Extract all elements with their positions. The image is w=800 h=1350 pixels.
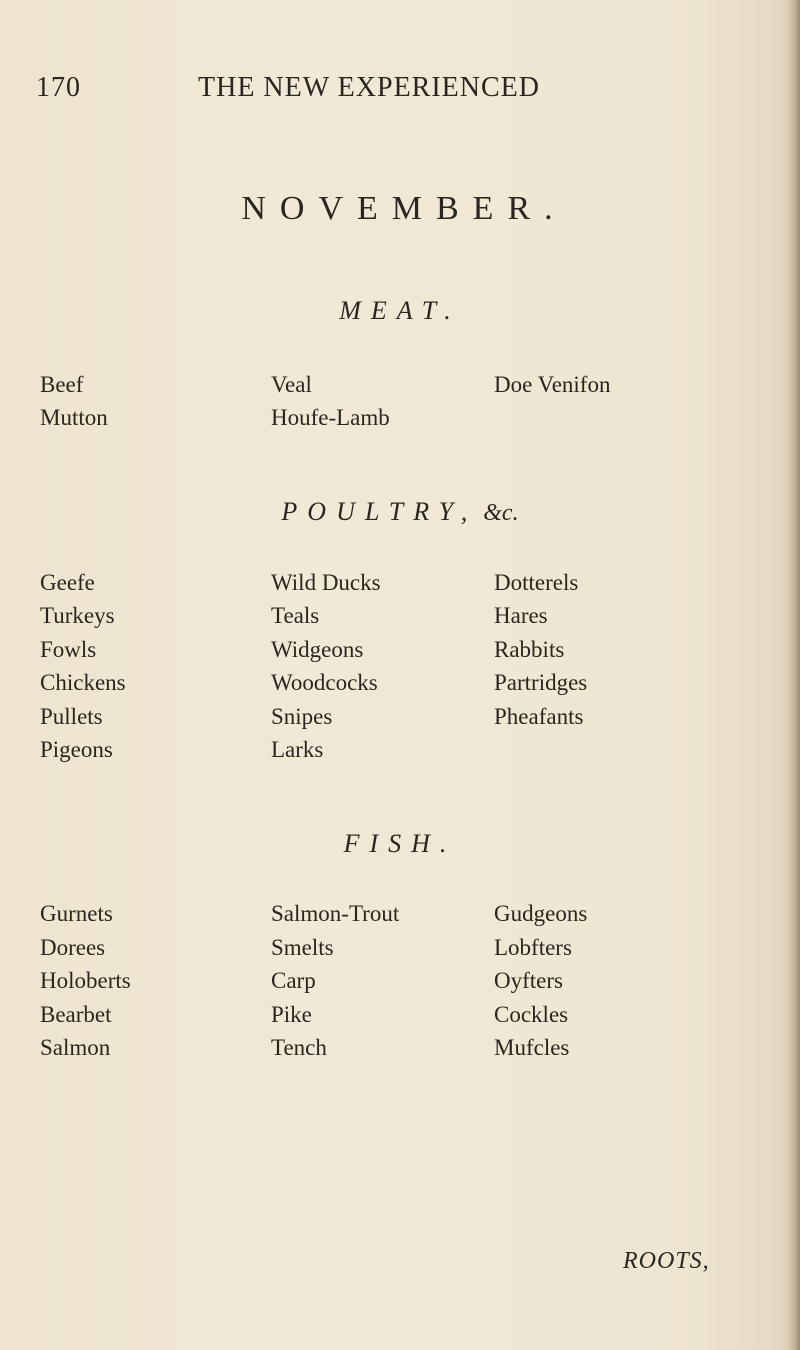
poultry-item: Pullets [40, 704, 103, 729]
fish-item: Salmon [40, 1035, 111, 1060]
section-title-poultry-suffix: &c. [483, 500, 519, 526]
fish-item: Dorees [40, 935, 106, 960]
fish-item: Lobfters [494, 935, 572, 960]
poultry-item: Hares [494, 603, 548, 628]
fish-item: Pike [271, 1002, 312, 1027]
fish-item: Bearbet [40, 1002, 112, 1027]
table-row [0, 737, 800, 767]
section-title-poultry-label: POULTRY, [281, 497, 478, 526]
table-row [0, 901, 800, 931]
table-row [0, 935, 800, 965]
meat-item: Veal [271, 372, 312, 397]
fish-item: Holoberts [40, 968, 131, 993]
poultry-item: Widgeons [271, 637, 364, 662]
poultry-item: Turkeys [40, 603, 115, 628]
fish-item: Gurnets [40, 901, 113, 926]
fish-item: Salmon-Trout [271, 901, 400, 926]
meat-item: Beef [40, 372, 84, 397]
page-number: 170 [36, 72, 81, 103]
poultry-item: Woodcocks [271, 670, 378, 695]
poultry-item: Pheafants [494, 704, 584, 729]
table-row [0, 603, 800, 633]
table-row [0, 1002, 800, 1032]
fish-item: Carp [271, 968, 316, 993]
fish-item: Mufcles [494, 1035, 570, 1060]
meat-item: Houfe-Lamb [271, 405, 390, 430]
fish-item: Tench [271, 1035, 327, 1060]
poultry-item: Dotterels [494, 570, 579, 595]
catchword: ROOTS, [623, 1248, 710, 1274]
month-title: NOVEMBER. [241, 190, 567, 227]
poultry-item: Wild Ducks [271, 570, 381, 595]
poultry-item: Pigeons [40, 737, 113, 762]
poultry-item: Chickens [40, 670, 126, 695]
poultry-item: Fowls [40, 637, 97, 662]
table-row [0, 704, 800, 734]
meat-item: Mutton [40, 405, 108, 430]
table-row [0, 670, 800, 700]
fish-item: Oyfters [494, 968, 563, 993]
fish-item: Gudgeons [494, 901, 588, 926]
table-row [0, 570, 800, 600]
poultry-item: Partridges [494, 670, 588, 695]
table-row [0, 372, 800, 402]
poultry-item: Snipes [271, 704, 333, 729]
poultry-item: Rabbits [494, 637, 565, 662]
poultry-item: Geefe [40, 570, 95, 595]
section-title-meat: MEAT. [339, 296, 461, 325]
fish-item: Smelts [271, 935, 334, 960]
section-title-poultry [0, 497, 800, 527]
table-row [0, 637, 800, 667]
poultry-item: Teals [271, 603, 320, 628]
page-header [0, 72, 800, 112]
running-head: THE NEW EXPERIENCED [198, 72, 540, 103]
meat-item: Doe Venifon [494, 372, 611, 397]
section-title-fish: FISH. [343, 829, 457, 858]
table-row [0, 968, 800, 998]
fish-item: Cockles [494, 1002, 569, 1027]
table-row [0, 405, 800, 435]
table-row [0, 1035, 800, 1065]
poultry-item: Larks [271, 737, 324, 762]
